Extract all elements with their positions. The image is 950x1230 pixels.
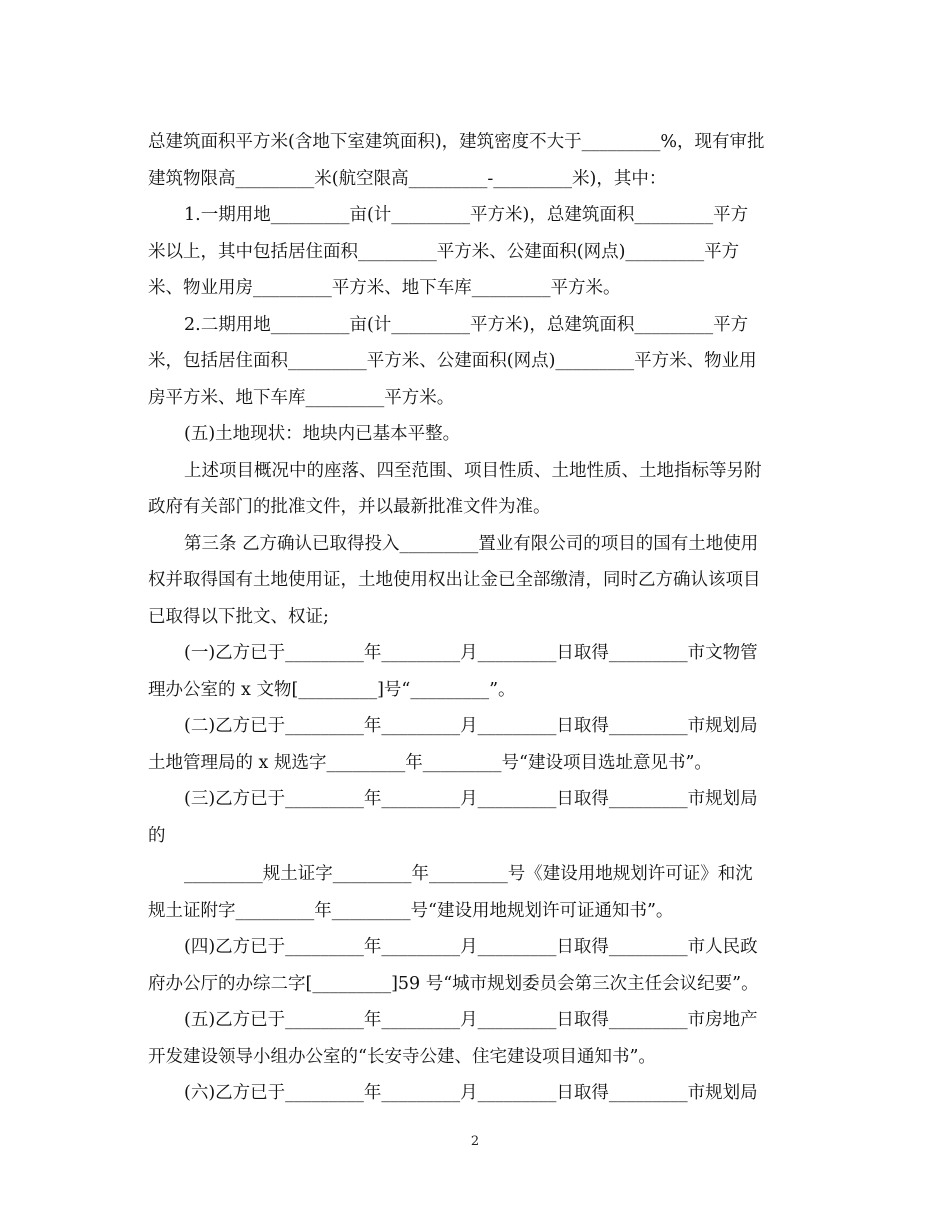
document-body <box>148 124 800 1112</box>
page-number: 2 <box>470 1134 480 1149</box>
text-line: 总建筑面积平方米(含地下室建筑面积)，建筑密度不大于_________%，现有审批 <box>148 132 765 152</box>
text-line: 第三条 乙方确认已取得投入_________置业有限公司的项目的国有土地使用 <box>184 533 759 554</box>
text-line: 开发建设领导小组办公室的“长安寺公建、住宅建设项目通知书”。 <box>148 1046 656 1067</box>
text-line: 府办公厅的办综二字[_________]59 号“城市规划委员会第三次主任会议纪要”。 <box>148 973 759 994</box>
text-line: 2.二期用地_________亩(计_________平方米)，总建筑面积_________平方 <box>184 314 749 335</box>
text-line: (六)乙方已于_________年_________月_________日取得_________市规划局 <box>184 1083 758 1103</box>
text-line: 土地管理局的 x 规选字_________年_________号“建设项目选址意见书”。 <box>148 752 712 773</box>
text-line: 规土证附字_________年_________号“建设用地规划许可证通知书”。 <box>148 900 674 921</box>
text-line: (三)乙方已于_________年_________月_________日取得_________市规划局 <box>184 789 758 809</box>
text-line: 权并取得国有土地使用证，土地使用权出让金已全部缴清，同时乙方确认该项目 <box>148 570 761 590</box>
text-line: (五)土地现状：地块内已基本平整。 <box>184 424 461 444</box>
text-line: 米、物业用房_________平方米、地下车库_________平方米。 <box>148 278 621 298</box>
text-line: (一)乙方已于_________年_________月_________日取得_________市文物管 <box>184 643 758 663</box>
text-line: (四)乙方已于_________年_________月_________日取得_________市人民政 <box>184 937 758 957</box>
text-line: 米，包括居住面积_________平方米、公建面积(网点)_________平方米、物业用 <box>148 351 757 371</box>
text-line: 建筑物限高_________米(航空限高_________-_________米)，其中： <box>148 168 667 189</box>
text-line: (二)乙方已于_________年_________月_________日取得_________市规划局 <box>184 716 758 736</box>
text-line: 理办公室的 x 文物[_________]号“_________”。 <box>148 679 516 700</box>
text-line: 上述项目概况中的座落、四至范围、项目性质、土地性质、土地指标等另附 <box>184 460 762 481</box>
text-line: 房平方米、地下车库_________平方米。 <box>148 387 455 408</box>
text-line: 的 <box>148 825 166 846</box>
text-line: 米以上，其中包括居住面积_________平方米、公建面积(网点)_________平方 <box>148 241 740 262</box>
text-line: 政府有关部门的批准文件，并以最新批准文件为准。 <box>148 497 551 517</box>
text-line: 1.一期用地_________亩(计_________平方米)，总建筑面积_________平方 <box>184 205 749 225</box>
text-line: (五)乙方已于_________年_________月_________日取得_________市房地产 <box>184 1010 758 1030</box>
text-line: 已取得以下批文、权证; <box>148 606 329 627</box>
text-line: _________规土证字_________年_________号《建设用地规划许可证》和沈 <box>184 864 753 884</box>
